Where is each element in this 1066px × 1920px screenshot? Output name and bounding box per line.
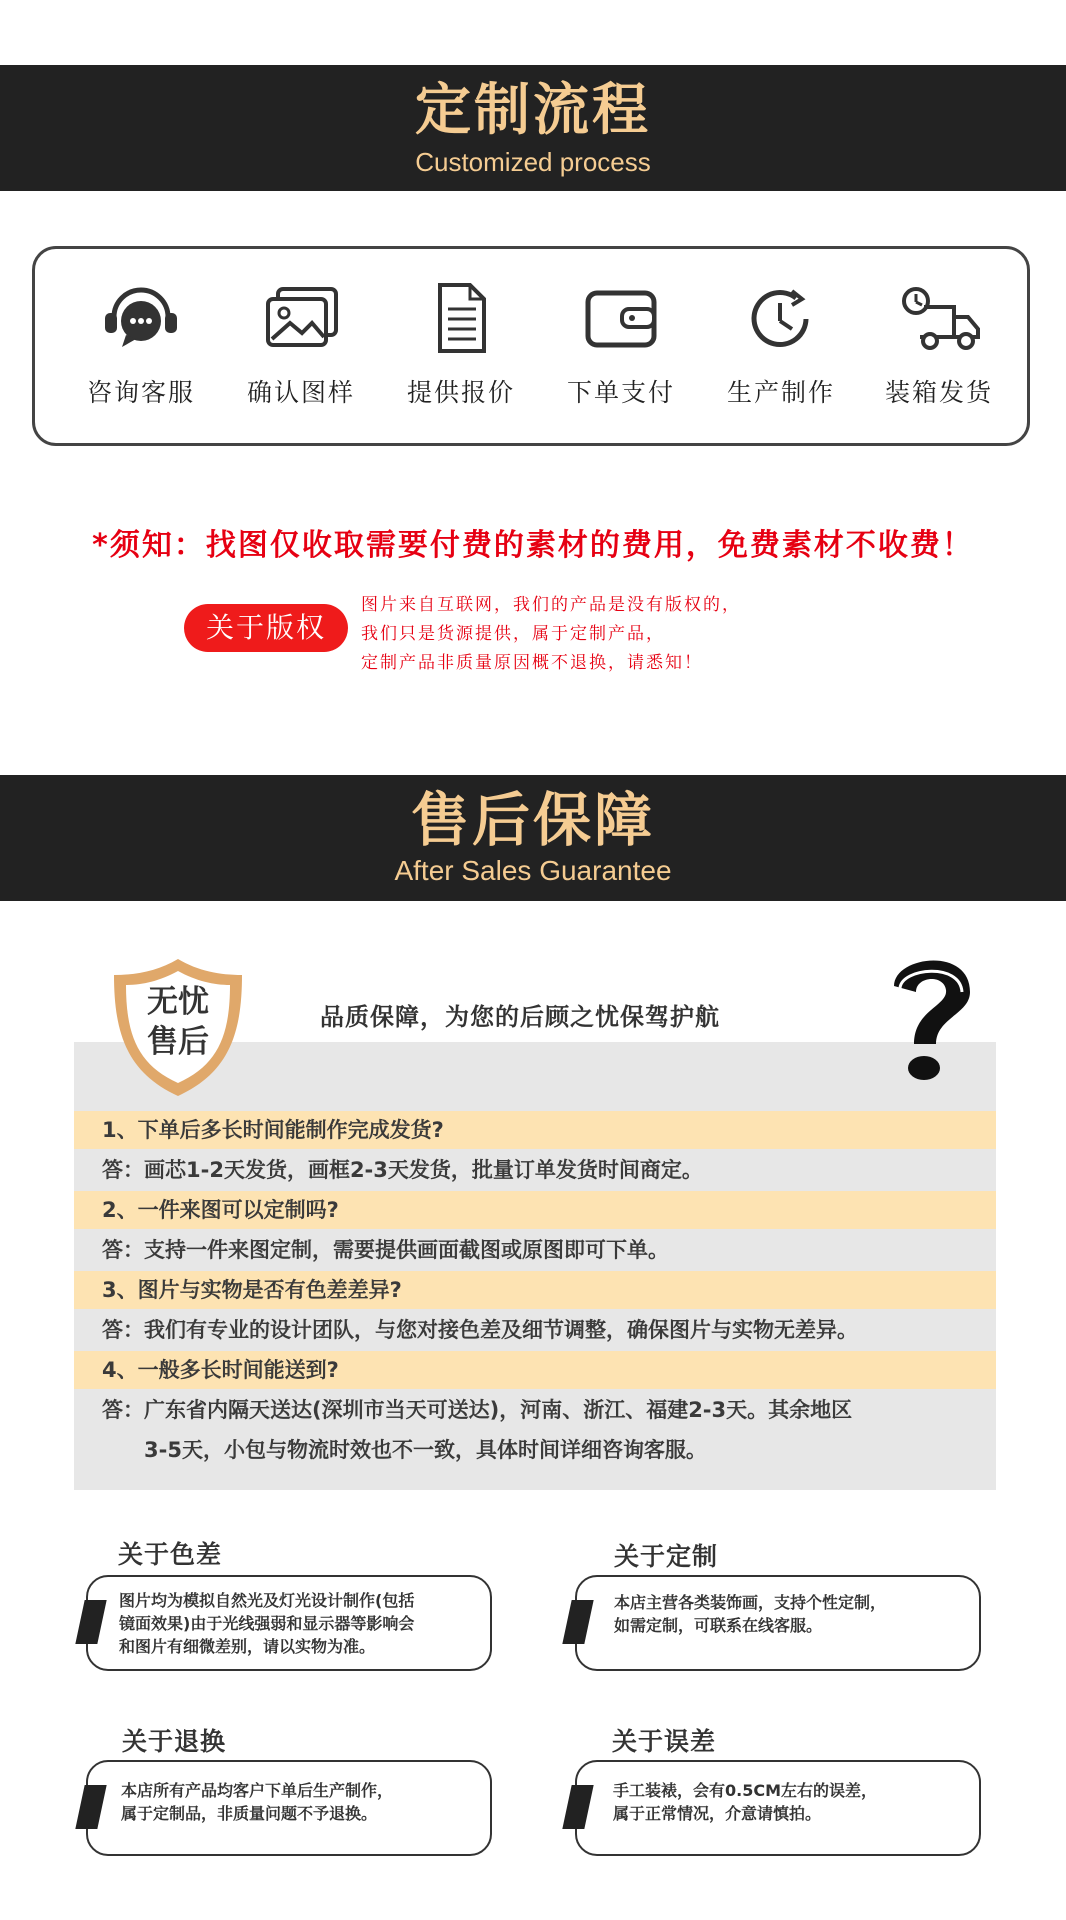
clock-icon [736,279,826,359]
step-label: 装箱发货 [884,378,993,407]
process-subtitle: Customized process [415,147,651,177]
step-consult [61,279,221,409]
step-label: 咨询客服 [86,378,195,407]
question-mark-icon [880,952,980,1092]
card-line: 本店主营各类装饰画，支持个性定制， [614,1593,887,1612]
after-sales-subtitle: After Sales Guarantee [394,855,672,886]
faq-question: 2、一件来图可以定制吗? [74,1191,996,1229]
wallet-icon [576,279,666,359]
step-production [701,279,861,409]
quality-tagline: 品质保障，为您的后顾之忧保驾护航 [320,1003,720,1031]
card-title-custom: 关于定制 [614,1542,719,1571]
badge-line: 无忧 [147,984,209,1020]
faq-answer: 答：我们有专业的设计团队，与您对接色差及细节调整，确保图片与实物无差异。 [102,1318,858,1342]
card-line: 属于定制品，非质量问题不予退换。 [121,1804,378,1823]
card-title-error: 关于误差 [612,1727,717,1756]
card-line: 镜面效果)由于光线强弱和显示器等影响会 [119,1614,415,1633]
step-label: 生产制作 [726,378,835,407]
card-title-color: 关于色差 [118,1540,223,1569]
process-banner [0,65,1066,191]
faq-question: 4、一般多长时间能送到? [74,1351,996,1389]
copyright-line: 我们只是货源提供，属于定制产品， [361,624,665,644]
card-line: 和图片有细微差别，请以实物为准。 [119,1637,376,1656]
copyright-line: 图片来自互联网，我们的产品是没有版权的， [361,595,741,615]
customer-service-headset-icon [96,279,186,359]
process-title: 定制流程 [415,78,651,143]
delivery-truck-icon [894,279,984,359]
faq-answer: 答：广东省内隔天送达(深圳市当天可送达)，河南、浙江、福建2-3天。其余地区 [102,1398,853,1422]
card-line: 手工装裱，会有0.5CM左右的误差， [613,1781,878,1800]
card-line: 如需定制，可联系在线客服。 [614,1616,823,1635]
faq-question: 3、图片与实物是否有色差差异? [74,1271,996,1309]
step-label: 下单支付 [566,378,675,407]
step-label: 确认图样 [246,378,355,407]
after-sales-title: 售后保障 [410,786,655,854]
faq-answer-continued: 3-5天，小包与物流时效也不一致，具体时间详细咨询客服。 [144,1438,707,1462]
card-text-color [119,1589,414,1658]
step-confirm-design [221,279,381,409]
after-sales-banner [0,775,1066,901]
card-text-custom [614,1591,886,1637]
step-pay [541,279,701,409]
copyright-text [361,591,831,678]
document-icon [416,279,506,359]
image-gallery-icon [256,279,346,359]
copyright-line: 定制产品非质量原因概不退换，请悉知！ [361,653,703,673]
card-text-return [121,1779,393,1825]
badge-line: 售后 [147,1024,209,1060]
card-line: 属于正常情况，介意请慎拍。 [613,1804,822,1823]
process-steps-box [32,246,1030,446]
faq-question: 1、下单后多长时间能制作完成发货? [74,1111,996,1149]
step-label: 提供报价 [406,378,515,407]
step-ship [859,279,1019,409]
pricing-notice: *须知：找图仅收取需要付费的素材的费用，免费素材不收费！ [92,528,974,563]
card-text-error [613,1779,877,1825]
card-title-return: 关于退换 [122,1727,227,1756]
shield-badge-text [108,982,248,1062]
faq-answer: 答：支持一件来图定制，需要提供画面截图或原图即可下单。 [102,1238,669,1262]
card-line: 本店所有产品均客户下单后生产制作， [121,1781,394,1800]
step-quote [381,279,541,409]
copyright-badge: 关于版权 [184,604,348,652]
card-line: 图片均为模拟自然光及灯光设计制作(包括 [119,1591,415,1610]
faq-answer: 答：画芯1-2天发货，画框2-3天发货，批量订单发货时间商定。 [102,1158,703,1182]
